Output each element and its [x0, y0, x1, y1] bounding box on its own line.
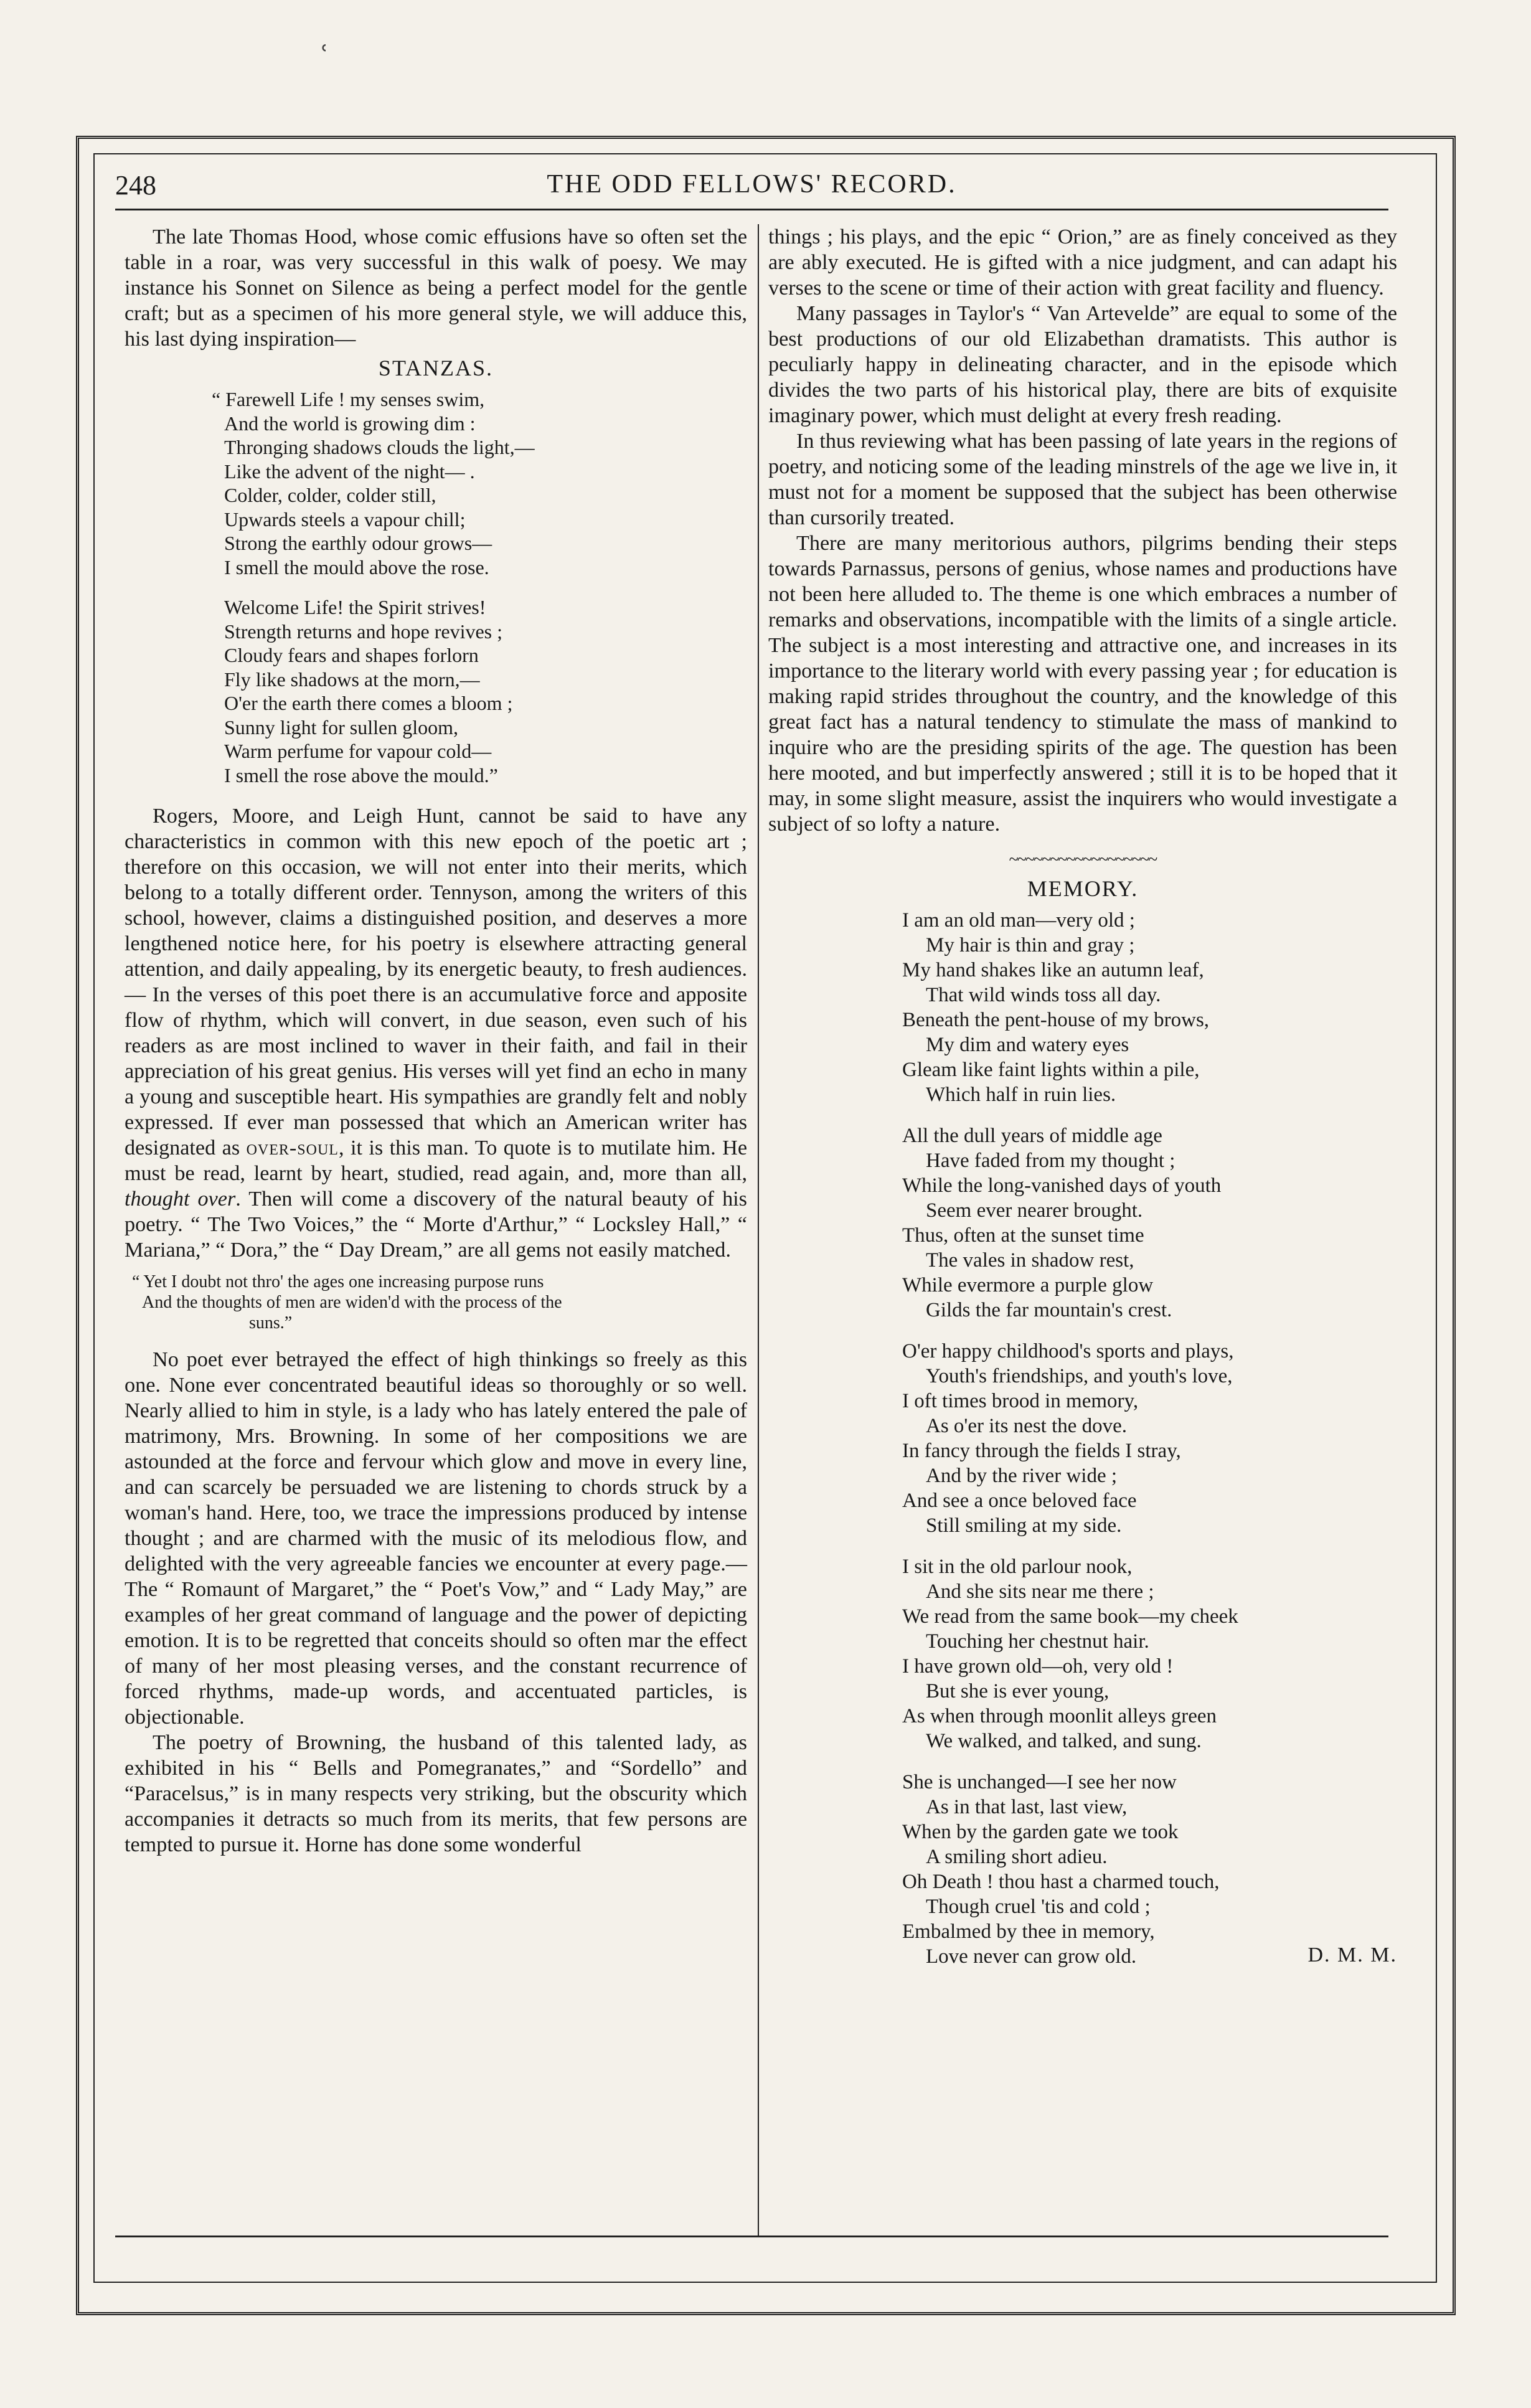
poem-line: As o'er its nest the dove.	[926, 1415, 1128, 1437]
paragraph-reviewing: In thus reviewing what has been passing of late years in the regions of poetry, and noticing some of the leading minstrels of the age we live in, it must not for a moment be supposed that the subject has been otherwise than cursorily treated.	[768, 430, 1397, 529]
poem-line: Though cruel 'tis and cold ;	[926, 1896, 1151, 1918]
memory-stanza-5	[902, 1770, 1397, 1969]
text-run: . Then will come a discovery of the natural beauty of his poetry. “ The Two Voices,” the “ Morte d'Arthur,” “ Locksley Hall,” “ Mariana,” “ Dora,” the “ Day Dream,” are all gems not easily matched.	[125, 1187, 747, 1262]
memory-stanza-4	[902, 1554, 1397, 1754]
poem-line: Thus, often at the sunset time	[902, 1224, 1144, 1247]
poem-line: While evermore a purple glow	[902, 1274, 1154, 1296]
poem-title-stanzas: STANZAS.	[378, 356, 494, 380]
poem-line: I have grown old—oh, very old !	[902, 1655, 1174, 1678]
paragraph-authors: There are many meritorious authors, pilgrims bending their steps towards Parnassus, persons of genius, whose names and productions have not been here alluded to. The theme is one which embraces a number of remarks and observations, incompatible with the limits of a single article. The subject is a most interesting and attractive one, and increases in its importance to the literary world with every passing year ; for education is making rapid strides throughout the country, and the knowledge of this great fact has a natural tendency to stimulate the mass of mankind to inquire who are the presiding spirits of the age. The question has been here mooted, and but imperfectly answered ; still it is to be hoped that it may, in some slight measure, assist the inquirers who would investigate a subject of so lofty a nature.	[768, 532, 1397, 836]
poem-line: Warm perfume for vapour cold—	[224, 740, 492, 762]
poem-line: We read from the same book—my cheek	[902, 1605, 1238, 1628]
poem-line: Thronging shadows clouds the light,—	[224, 436, 535, 458]
page-number: 248	[115, 170, 156, 201]
poem-line: We walked, and talked, and sung.	[926, 1730, 1202, 1752]
poem-line: Seem ever nearer brought.	[926, 1199, 1143, 1222]
poem-line: And by the river wide ;	[926, 1465, 1118, 1487]
stanza-1	[212, 387, 747, 579]
quote-line: “ Yet I doubt not thro' the ages one increasing purpose runs	[132, 1272, 544, 1291]
poem-line: Gilds the far mountain's crest.	[926, 1299, 1172, 1321]
poem-line: Oh Death ! thou hast a charmed touch,	[902, 1871, 1220, 1893]
poem-line: Youth's friendships, and youth's love,	[926, 1365, 1233, 1387]
poem-line: I smell the mould above the rose.	[224, 555, 489, 578]
text-run: , it is this man. To quote is to mutilate him. He must be read, learnt by heart, studied, read again, and, more than all,	[125, 1136, 747, 1185]
poem-line: When by the garden gate we took	[902, 1821, 1179, 1843]
footer-rule	[115, 2236, 1388, 2237]
poem-line: “ Farewell Life ! my senses swim,	[212, 388, 485, 410]
poem-line: I am an old man—very old ;	[902, 909, 1135, 932]
memory-stanza-2	[902, 1123, 1397, 1323]
poem-line: I smell the rose above the mould.”	[224, 763, 498, 786]
poem-line: I oft times brood in memory,	[902, 1390, 1139, 1412]
poem-line: All the dull years of middle age	[902, 1125, 1162, 1147]
poem-line: While the long-vanished days of youth	[902, 1174, 1222, 1197]
poem-line: My dim and watery eyes	[926, 1034, 1129, 1056]
poem-line: She is unchanged—I see her now	[902, 1771, 1177, 1793]
header-rule	[115, 209, 1388, 210]
poem-line: My hand shakes like an autumn leaf,	[902, 959, 1204, 981]
poem-line: Have faded from my thought ;	[926, 1150, 1175, 1172]
paragraph-continuation: things ; his plays, and the epic “ Orion,” are as finely conceived as they are ably executed. He is gifted with a nice judgment, and can adapt his verses to the scene or time of their action with great facility and fluency.	[768, 225, 1397, 300]
text-run: Rogers, Moore, and Leigh Hunt, cannot be said to have any characteristics in common with this new epoch of the poetic art ; therefore on this occasion, we will not enter into their merits, which belong to a totally different order. Tennyson, among the writers of this school, however, claims a distinguished position, and deserves a more lengthened notice here, for his poetry is elsewhere attracting general attention, and daily appealing, by its energetic beauty, to fresh audiences.— In the verses of this poet there is an accumulative force and apposite flow of rhythm, which will convert, in due season, even such of his readers as are most inclined to waver in their faith, and fail in their appreciation of his great genius. His verses will yet find an echo in many a young and susceptible heart. His sympathies are grandly felt and nobly expressed. If ever man possessed that which an American writer has designated as	[125, 805, 747, 1159]
poem-line: Touching her chestnut hair.	[926, 1630, 1149, 1653]
stray-mark: ʿ	[321, 40, 329, 70]
memory-stanza-1	[902, 908, 1397, 1107]
poem-line: Which half in ruin lies.	[926, 1084, 1116, 1106]
stanza-2	[212, 595, 747, 787]
poem-line: Cloudy fears and shapes forlorn	[224, 644, 479, 666]
poem-line: Strong the earthly odour grows—	[224, 532, 492, 554]
paragraph-hood: The late Thomas Hood, whose comic effusions have so often set the table in a roar, was very successful in this walk of poesy. We may instance his Sonnet on Silence as being a perfect model for the gentle craft; but as a specimen of his more general style, we will adduce this, his last dying inspiration—	[125, 225, 747, 351]
quote-line: And the thoughts of men are widen'd with the process of the	[142, 1293, 562, 1312]
left-column	[125, 224, 747, 1858]
poem-line: Upwards steels a vapour chill;	[224, 508, 466, 531]
over-soul-term: over-soul	[246, 1136, 339, 1159]
poem-line: And see a once beloved face	[902, 1490, 1137, 1512]
quote-line: suns.”	[249, 1313, 293, 1333]
poem-line: My hair is thin and gray ;	[926, 934, 1135, 956]
poem-line: But she is ever young,	[926, 1680, 1109, 1702]
thought-over-emphasis: thought over	[125, 1187, 236, 1211]
paragraph-browning-lady: No poet ever betrayed the effect of high thinkings so freely as this one. None ever concentrated beautiful ideas so thoroughly or so well. Nearly allied to him in style, is a lady who has lately entered the pale of matrimony, Mrs. Browning. In some of her compositions we are astounded at the force and fervour which glow and move in every line, and can scarcely be persuaded we are listening to chords struck by a woman's hand. Here, too, we trace the impressions produced by intense thought ; and are charmed with the music of its melodious flow, and delighted with the very agreeable fancies we encounter at every page.— The “ Romaunt of Margaret,” the “ Poet's Vow,” and “ Lady May,” are examples of her great command of language and the power of depicting emotion. It is to be regretted that conceits should so often mar the effect of many of her most pleasing verses, and the constant recurrence of forced rhythms, made-up words, and accentuated particles, is objectionable.	[125, 1348, 747, 1729]
poem-line: O'er the earth there comes a bloom ;	[224, 692, 513, 714]
poem-line: Welcome Life! the Spirit strives!	[224, 596, 486, 618]
poem-line: Fly like shadows at the morn,—	[224, 668, 480, 691]
poem-title-memory: MEMORY.	[1027, 876, 1139, 901]
right-column	[768, 224, 1397, 1985]
poem-line: Love never can grow old.	[926, 1945, 1137, 1968]
poem-line: The vales in shadow rest,	[926, 1249, 1134, 1272]
poem-line: Sunny light for sullen gloom,	[224, 715, 458, 739]
poem-line: Embalmed by thee in memory,	[902, 1920, 1155, 1943]
poem-line: A smiling short adieu.	[926, 1846, 1108, 1868]
paragraph-taylor: Many passages in Taylor's “ Van Artevelde” are equal to some of the best productions of our old Elizabethan dramatists. This author is peculiarly happy in delineating character, and in the episode which divides the two parts of his historical play, there are bits of exquisite imaginary power, which must delight at every fresh reading.	[768, 302, 1397, 427]
poem-line: Colder, colder, colder still,	[224, 484, 436, 506]
poem-memory	[768, 908, 1397, 1969]
author-signature: D. M. M.	[1307, 1943, 1397, 1967]
paragraph-browning: The poetry of Browning, the husband of this talented lady, as exhibited in his “ Bells and Pomegranates,” and “Sordello” and “Paracelsus,” is in many respects very striking, but the obscurity which accompanies it detracts so much from its merits, that few persons are tempted to pursue it. Horne has done some wonderful	[125, 1731, 747, 1856]
paragraph-tennyson	[125, 803, 747, 1263]
poem-line: I sit in the old parlour nook,	[902, 1556, 1133, 1578]
poem-stanzas	[125, 387, 747, 787]
poem-line: As when through moonlit alleys green	[902, 1705, 1217, 1727]
poem-line: O'er happy childhood's sports and plays,	[902, 1340, 1234, 1362]
poem-line: That wild winds toss all day.	[926, 984, 1161, 1006]
section-flourish: ~~~~~~~~~~~~~~~~~~	[1009, 850, 1157, 869]
poem-line: And the world is growing dim :	[224, 412, 476, 435]
poem-line: As in that last, last view,	[926, 1796, 1128, 1818]
poem-line: Gleam like faint lights within a pile,	[902, 1059, 1200, 1081]
poem-line: In fancy through the fields I stray,	[902, 1440, 1181, 1462]
memory-stanza-3	[902, 1339, 1397, 1538]
poem-line: Beneath the pent-house of my brows,	[902, 1009, 1210, 1031]
poem-line: Still smiling at my side.	[926, 1514, 1122, 1537]
poem-line: Like the advent of the night— .	[224, 460, 475, 483]
poem-line: And she sits near me there ;	[926, 1580, 1154, 1603]
page-header	[115, 169, 1388, 213]
tennyson-quote	[125, 1272, 747, 1333]
column-divider	[758, 224, 759, 2237]
poem-line: Strength returns and hope revives ;	[224, 620, 502, 643]
running-title: THE ODD FELLOWS' RECORD.	[547, 170, 957, 199]
